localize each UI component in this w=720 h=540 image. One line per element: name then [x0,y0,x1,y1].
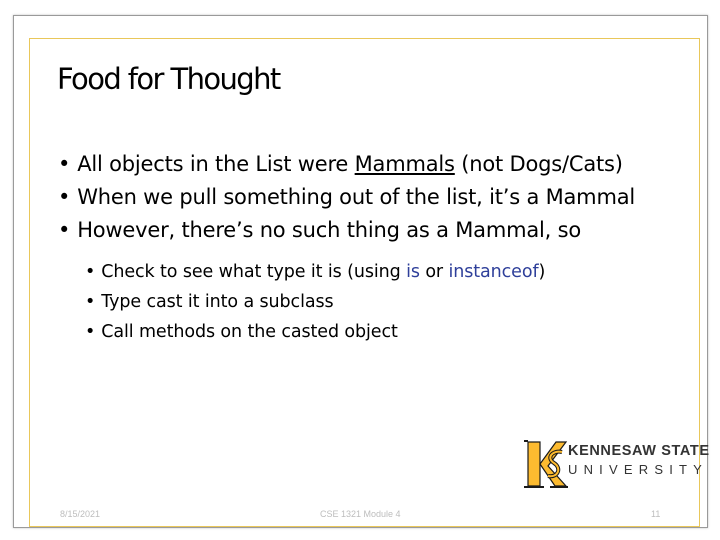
footer-date: 8/15/2021 [60,509,101,519]
bullet-glyph: • [85,292,96,312]
sub-bullet-text: Check to see what type it is (using [101,262,407,282]
bullet-text-underlined: Mammals [354,152,455,176]
bullet-text: When we pull something out of the list, it’s a Mammal [77,185,636,209]
keyword-instanceof: instanceof [448,262,539,282]
bullet-glyph: • [58,152,71,176]
bullet-item [58,148,635,181]
sub-bullet-item [85,257,545,287]
sub-bullet-item [85,287,545,317]
bullet-text: All objects in the List were [77,152,355,176]
footer-page-number: 11 [651,509,661,519]
sub-bullet-item [85,317,545,347]
sub-bullet-text: Call methods on the casted object [101,322,398,342]
logo-wordmark-line2: UNIVERSITY [568,462,709,477]
bullet-text: However, there’s no such thing as a Mammal, so [77,218,581,242]
bullet-item [58,181,635,214]
slide-title: Food for Thought [57,62,280,96]
keyword-is: is [406,262,420,282]
bullet-glyph: • [58,218,71,242]
bullet-glyph: • [58,185,71,209]
sub-bullet-list [85,257,545,347]
sub-bullet-text: Type cast it into a subclass [101,292,334,312]
bullet-glyph: • [85,322,96,342]
sub-bullet-text: ) [538,262,546,282]
logo-wordmark-line1: KENNESAW STATE [568,443,710,459]
bullet-list [58,148,635,247]
bullet-glyph: • [85,262,96,282]
bullet-text: (not Dogs/Cats) [454,152,623,176]
bullet-item [58,214,635,247]
sub-bullet-text: or [419,262,449,282]
footer-course: CSE 1321 Module 4 [320,509,401,519]
ksu-monogram-icon [524,440,568,488]
